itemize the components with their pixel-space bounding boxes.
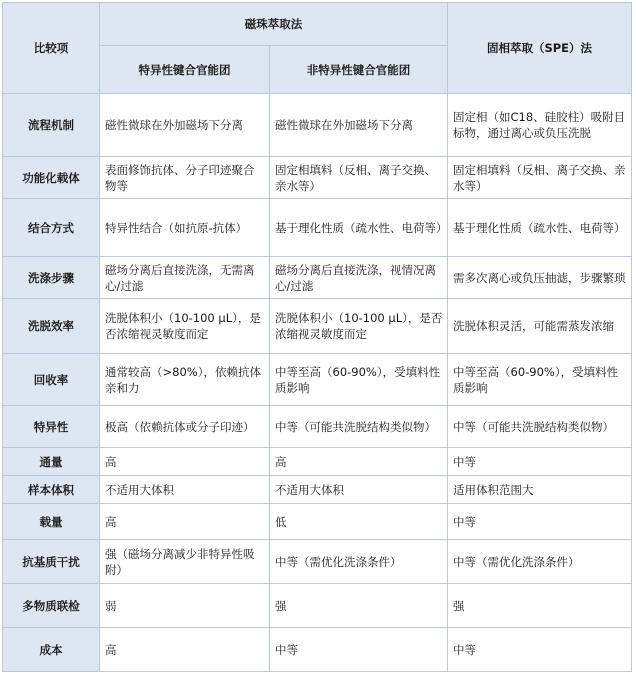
table-body xyxy=(3,94,632,672)
cell-spe: 适用体积范围大 xyxy=(448,476,632,504)
table-row xyxy=(3,628,632,672)
cell-nonspecific: 磁性微球在外加磁场下分离 xyxy=(270,94,448,157)
cell-spe: 需多次离心或负压抽滤，步骤繁琐 xyxy=(448,257,632,299)
cell-nonspecific: 中等（可能共洗脱结构类似物） xyxy=(270,406,448,448)
row-label: 回收率 xyxy=(3,354,100,406)
header-magnetic: 磁珠萃取法 xyxy=(100,3,448,46)
row-label: 特异性 xyxy=(3,406,100,448)
table-row xyxy=(3,299,632,354)
cell-specific: 弱 xyxy=(100,584,270,628)
table-row xyxy=(3,354,632,406)
row-label: 抗基质干扰 xyxy=(3,540,100,584)
cell-nonspecific: 低 xyxy=(270,504,448,540)
cell-specific: 高 xyxy=(100,504,270,540)
cell-spe: 中等至高（60-90%），受填料性质影响 xyxy=(448,354,632,406)
comparison-table xyxy=(2,2,632,672)
row-label: 功能化载体 xyxy=(3,157,100,199)
cell-spe: 中等 xyxy=(448,628,632,672)
header-spe: 固相萃取（SPE）法 xyxy=(448,3,632,94)
cell-nonspecific: 中等至高（60-90%），受填料性质影响 xyxy=(270,354,448,406)
cell-spe: 强 xyxy=(448,584,632,628)
header-compare: 比较项 xyxy=(3,3,100,94)
row-label: 洗脱效率 xyxy=(3,299,100,354)
cell-spe: 中等（需优化洗涤条件） xyxy=(448,540,632,584)
row-label: 载量 xyxy=(3,504,100,540)
row-label: 样本体积 xyxy=(3,476,100,504)
cell-spe: 中等 xyxy=(448,504,632,540)
cell-nonspecific: 磁场分离后直接洗涤，视情况离心/过滤 xyxy=(270,257,448,299)
table-row xyxy=(3,406,632,448)
cell-specific: 磁性微球在外加磁场下分离 xyxy=(100,94,270,157)
cell-specific: 极高（依赖抗体或分子印迹） xyxy=(100,406,270,448)
table-row xyxy=(3,157,632,199)
row-label: 流程机制 xyxy=(3,94,100,157)
cell-specific: 不适用大体积 xyxy=(100,476,270,504)
cell-spe: 固定相（如C18、硅胶柱）吸附目标物，通过离心或负压洗脱 xyxy=(448,94,632,157)
cell-nonspecific: 不适用大体积 xyxy=(270,476,448,504)
row-label: 成本 xyxy=(3,628,100,672)
cell-specific: 通常较高（>80%），依赖抗体亲和力 xyxy=(100,354,270,406)
cell-nonspecific: 固定相填料（反相、离子交换、亲水等） xyxy=(270,157,448,199)
row-label: 结合方式 xyxy=(3,199,100,257)
cell-specific: 洗脱体积小（10-100 μL），是否浓缩视灵敏度而定 xyxy=(100,299,270,354)
cell-spe: 中等（可能共洗脱结构类似物） xyxy=(448,406,632,448)
header-nonspecific: 非特异性键合官能团 xyxy=(270,46,448,94)
cell-spe: 洗脱体积灵活，可能需蒸发浓缩 xyxy=(448,299,632,354)
cell-nonspecific: 中等 xyxy=(270,628,448,672)
table-row xyxy=(3,199,632,257)
cell-nonspecific: 基于理化性质（疏水性、电荷等） xyxy=(270,199,448,257)
cell-nonspecific: 中等（需优化洗涤条件） xyxy=(270,540,448,584)
header-specific: 特异性键合官能团 xyxy=(100,46,270,94)
cell-specific: 表面修饰抗体、分子印迹聚合物等 xyxy=(100,157,270,199)
row-label: 多物质联检 xyxy=(3,584,100,628)
table-row xyxy=(3,584,632,628)
cell-specific: 高 xyxy=(100,448,270,476)
cell-spe: 基于理化性质（疏水性、电荷等） xyxy=(448,199,632,257)
cell-specific: 高 xyxy=(100,628,270,672)
table-row xyxy=(3,94,632,157)
cell-spe: 固定相填料（反相、离子交换、亲水等） xyxy=(448,157,632,199)
table-row xyxy=(3,257,632,299)
cell-spe: 中等 xyxy=(448,448,632,476)
row-label: 通量 xyxy=(3,448,100,476)
cell-specific: 特异性结合（如抗原-抗体） xyxy=(100,199,270,257)
cell-specific: 强（磁场分离减少非特异性吸附） xyxy=(100,540,270,584)
cell-nonspecific: 洗脱体积小（10-100 μL），是否浓缩视灵敏度而定 xyxy=(270,299,448,354)
table-row xyxy=(3,476,632,504)
table-row xyxy=(3,540,632,584)
cell-nonspecific: 强 xyxy=(270,584,448,628)
table-row xyxy=(3,448,632,476)
cell-nonspecific: 高 xyxy=(270,448,448,476)
table-row xyxy=(3,504,632,540)
row-label: 洗涤步骤 xyxy=(3,257,100,299)
cell-specific: 磁场分离后直接洗涤，无需离心/过滤 xyxy=(100,257,270,299)
